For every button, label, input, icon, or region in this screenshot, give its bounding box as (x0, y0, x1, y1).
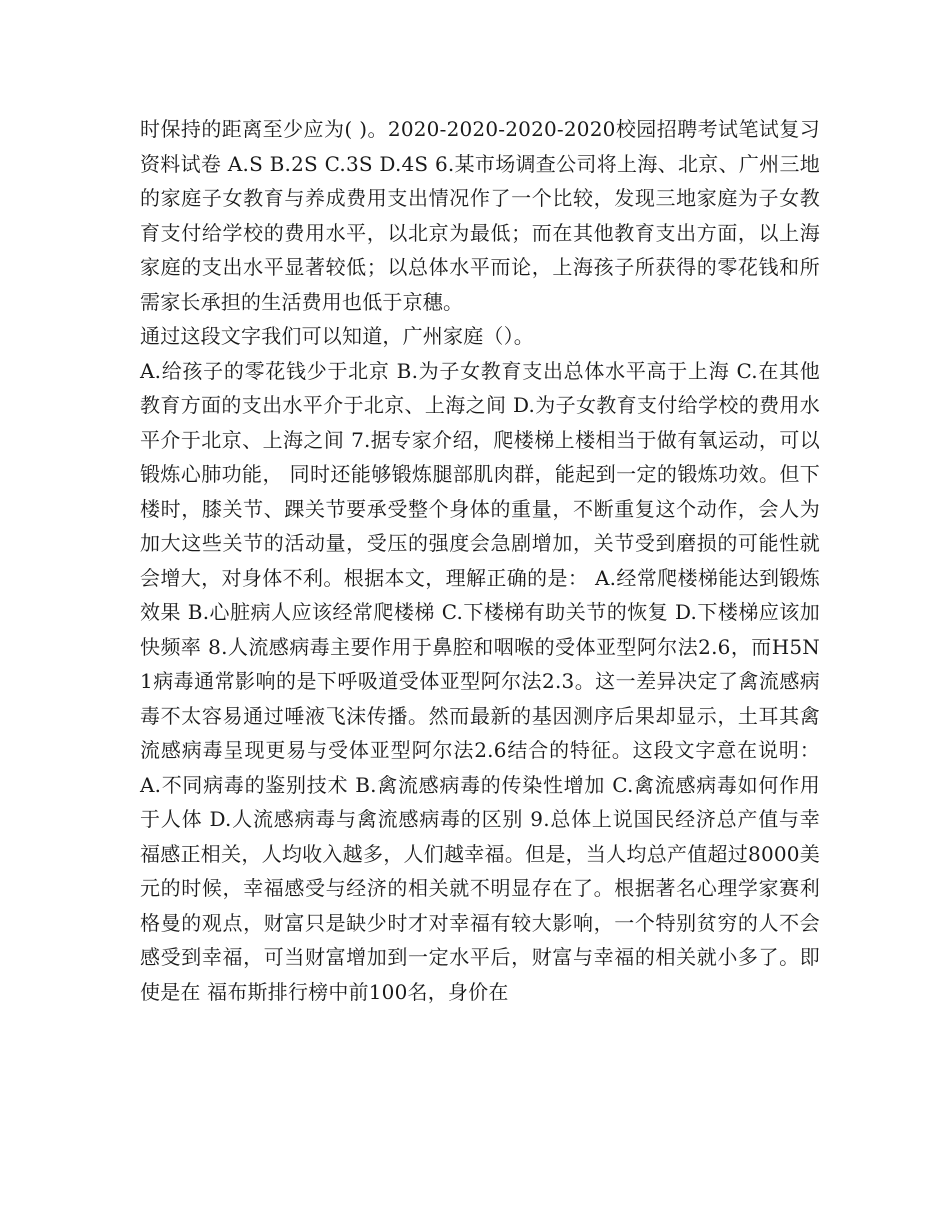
paragraph-question-6: 时保持的距离至少应为( )。2020-2020-2020-2020校园招聘考试笔试复习资料试卷 A.S B.2S C.3S D.4S 6.某市场调查公司将上海、北京、广州三地的家庭子女教育与养成费用支出情况作了一个比较，发现三地家庭为子女教育支付给学校的费用水平，以北京为最低；而在其他教育支出方面，以上海家庭的支出水平显著较低；以总体水平而论，上海孩子所获得的零花钱和所需家长承担的生活费用也低于京穗。 (140, 117, 820, 314)
paragraph-question-6-prompt: 通过这段文字我们可以知道，广州家庭（）。 (140, 324, 534, 348)
paragraph-options-and-questions-7-9: A.给孩子的零花钱少于北京 B.为子女教育支出总体水平高于上海 C.在其他教育方面的支出水平介于北京、上海之间 D.为子女教育支付给学校的费用水平介于北京、上海之间 7.据专家介绍，爬楼梯上楼相当于做有氧运动，可以锻炼心肺功能， 同时还能够锻炼腿部肌肉群，能起到一定的锻炼功效。但下楼时，膝关节、踝关节要承受整个身体的重量，不断重复这个动作，会人为加大这些关节的活动量，受压的强度会急剧增加，关节受到磨损的可能性就会增大，对身体不利。根据本文，理解正确的是： A.经常爬楼梯能达到锻炼效果 B.心脏病人应该经常爬楼梯 C.下楼梯有助关节的恢复 D.下楼梯应该加快频率 8.人流感病毒主要作用于鼻腔和咽喉的受体亚型阿尔法2.6，而H5N1病毒通常影响的是下呼吸道受体亚型阿尔法2.3。这一差异决定了禽流感病毒不太容易通过唾液飞沫传播。然而最新的基因测序后果却显示，土耳其禽流感病毒呈现更易与受体亚型阿尔法2.6结合的特征。这段文字意在说明： A.不同病毒的鉴别技术 B.禽流感病毒的传染性增加 C.禽流感病毒如何作用于人体 D.人流感病毒与禽流感病毒的区别 9.总体上说国民经济总产值与幸福感正相关，人均收入越多，人们越幸福。但是，当人均总产值超过8000美元的时候，幸福感受与经济的相关就不明显存在了。根据著名心理学家赛利格曼的观点，财富只是缺少时才对幸福有较大影响，一个特别贫穷的人不会感受到幸福，可当财富增加到一定水平后，财富与幸福的相关就小多了。即使是在 福布斯排行榜中前100名，身价在 (140, 358, 820, 1004)
document-body (140, 112, 820, 1009)
